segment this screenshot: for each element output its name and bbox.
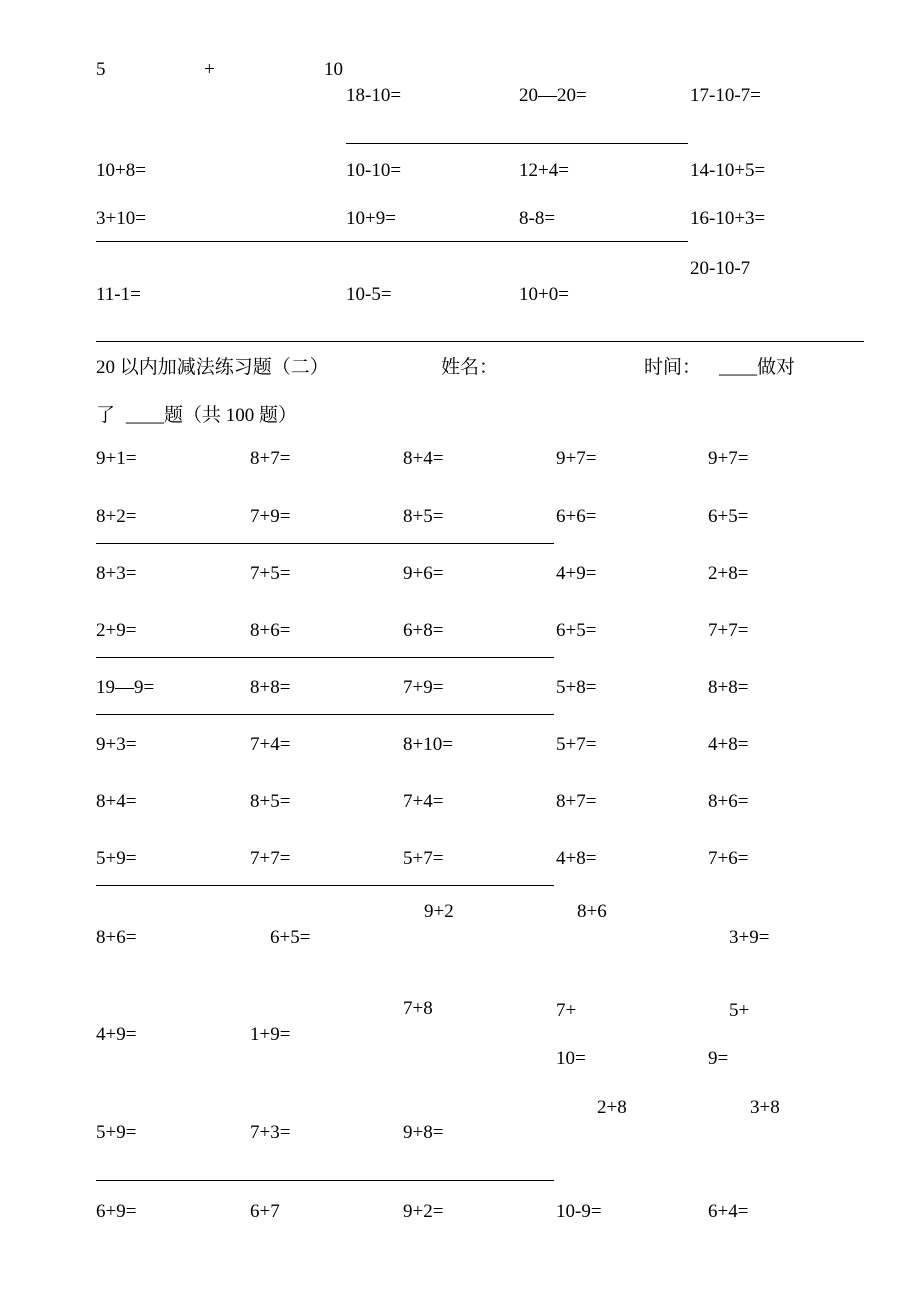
page-title: 20 以内加减法练习题（二） — [96, 357, 329, 378]
problem: 7+7= — [250, 848, 291, 869]
fragment-text: + — [204, 59, 215, 80]
problem: 8+2= — [96, 506, 137, 527]
problem: 2+8= — [708, 563, 749, 584]
problem: 4+8= — [556, 848, 597, 869]
problem: 18-10= — [346, 85, 402, 106]
problem: 7+6= — [708, 848, 749, 869]
problem: 9+2 — [424, 901, 454, 922]
problem: 8+3= — [96, 563, 137, 584]
problem: 9+6= — [403, 563, 444, 584]
problem: 9+3= — [96, 734, 137, 755]
problem: 19—9= — [96, 677, 155, 698]
problem: 10-10= — [346, 160, 402, 181]
problem: 10-9= — [556, 1201, 602, 1222]
problem: 9= — [708, 1048, 729, 1069]
problem: 8+6= — [250, 620, 291, 641]
problem: 10-5= — [346, 284, 392, 305]
problem: 16-10+3= — [690, 208, 766, 229]
problem: 6+7 — [250, 1201, 280, 1222]
problem: 7+7= — [708, 620, 749, 641]
problem: 7+3= — [250, 1122, 291, 1143]
problem: 7+4= — [250, 734, 291, 755]
fragment-text: 5 — [96, 59, 106, 80]
problem: 11-1= — [96, 284, 141, 305]
problem: 8-8= — [519, 208, 556, 229]
problem: 17-10-7= — [690, 85, 761, 106]
problem: 8+7= — [250, 448, 291, 469]
divider-line — [96, 241, 688, 242]
problem: 2+9= — [96, 620, 137, 641]
problem: 5+9= — [96, 848, 137, 869]
problem: 9+7= — [708, 448, 749, 469]
problem: 6+8= — [403, 620, 444, 641]
problem: 8+5= — [250, 791, 291, 812]
problem: 8+6 — [577, 901, 607, 922]
problem: 7+9= — [250, 506, 291, 527]
problem: 3+9= — [729, 927, 770, 948]
divider-line — [96, 657, 554, 658]
problem: 7+5= — [250, 563, 291, 584]
problem: 7+ — [556, 1000, 577, 1021]
problem: 10+8= — [96, 160, 146, 181]
fragment-text: 20-10-7 — [690, 258, 751, 279]
problem: 5+9= — [96, 1122, 137, 1143]
problem: 7+9= — [403, 677, 444, 698]
problem: 7+8 — [403, 998, 433, 1019]
divider-line — [96, 543, 554, 544]
problem: 9+8= — [403, 1122, 444, 1143]
problem: 3+10= — [96, 208, 146, 229]
problem: 5+7= — [403, 848, 444, 869]
problem: 8+8= — [250, 677, 291, 698]
problem: 2+8 — [597, 1097, 627, 1118]
problem: 8+10= — [403, 734, 453, 755]
problem: 8+7= — [556, 791, 597, 812]
problem: 4+9= — [556, 563, 597, 584]
name-label: 姓名： — [441, 357, 499, 378]
problem: 8+4= — [403, 448, 444, 469]
fragment-text: 10 — [324, 59, 343, 80]
problem: 4+8= — [708, 734, 749, 755]
problem: 3+8 — [750, 1097, 780, 1118]
problem: 9+2= — [403, 1201, 444, 1222]
problem: 1+9= — [250, 1024, 291, 1045]
problem: 14-10+5= — [690, 160, 766, 181]
score-line-prefix: 了 — [96, 405, 116, 426]
score-blank: ____题（共 100 题） — [126, 405, 298, 426]
score-blank: ____做对 — [719, 357, 796, 378]
problem: 10+0= — [519, 284, 569, 305]
problem: 6+5= — [556, 620, 597, 641]
problem: 5+8= — [556, 677, 597, 698]
problem: 6+6= — [556, 506, 597, 527]
problem: 12+4= — [519, 160, 569, 181]
time-label: 时间： — [644, 357, 702, 378]
problem: 6+9= — [96, 1201, 137, 1222]
problem: 5+7= — [556, 734, 597, 755]
problem: 8+6= — [708, 791, 749, 812]
problem: 8+4= — [96, 791, 137, 812]
problem: 8+8= — [708, 677, 749, 698]
problem: 10+9= — [346, 208, 396, 229]
problem: 9+1= — [96, 448, 137, 469]
problem: 8+6= — [96, 927, 137, 948]
divider-line — [96, 714, 554, 715]
problem: 7+4= — [403, 791, 444, 812]
problem: 8+5= — [403, 506, 444, 527]
divider-line — [96, 1180, 554, 1181]
problem: 10= — [556, 1048, 586, 1069]
divider-line — [96, 885, 554, 886]
problem: 6+4= — [708, 1201, 749, 1222]
problem: 4+9= — [96, 1024, 137, 1045]
problem: 6+5= — [270, 927, 311, 948]
problem: 9+7= — [556, 448, 597, 469]
divider-line — [96, 341, 864, 342]
divider-line — [346, 143, 688, 144]
problem: 20—20= — [519, 85, 587, 106]
problem: 6+5= — [708, 506, 749, 527]
problem: 5+ — [729, 1000, 750, 1021]
